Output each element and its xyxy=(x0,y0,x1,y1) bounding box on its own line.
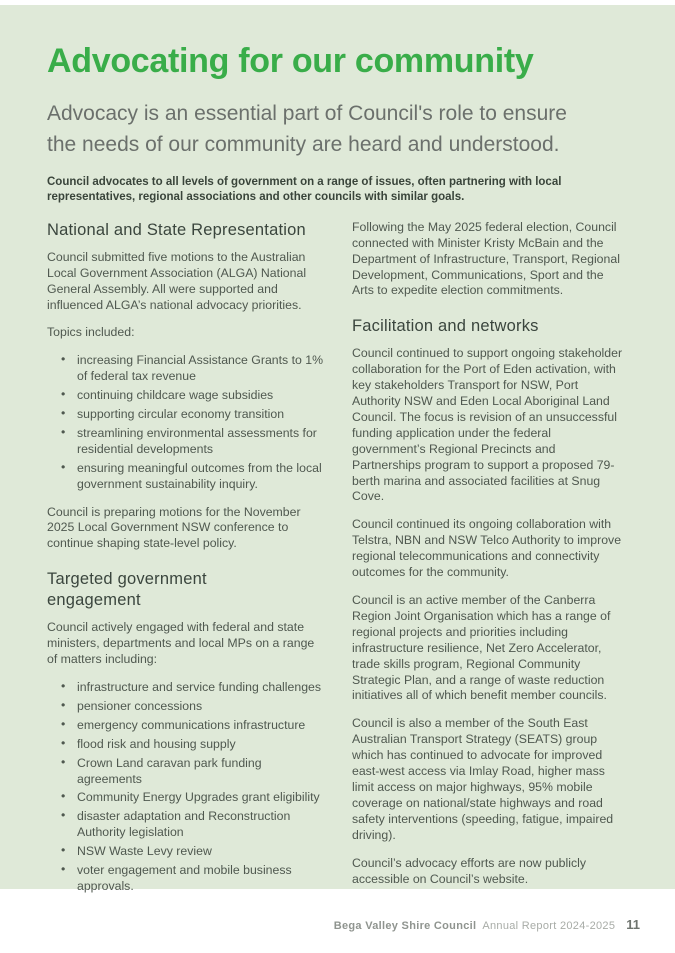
topics-list xyxy=(47,353,324,492)
bullet-item: • emergency communications infrastructure xyxy=(47,718,324,734)
two-column-layout xyxy=(47,220,623,907)
bullet-item: • disaster adaptation and Reconstruction Authority legislation xyxy=(47,809,324,841)
content-panel xyxy=(0,5,675,893)
paragraph: Council submitted five motions to the Australian Local Government Association (ALGA) National General Assembly. All were supported and influenced ALGA’s national advocacy priorities. xyxy=(47,249,307,312)
bullet-item: • Community Energy Upgrades grant eligibility xyxy=(47,790,324,806)
bullet-item: • flood risk and housing supply xyxy=(47,737,324,753)
section-heading-national-state: National and State Representation xyxy=(47,220,306,239)
right-column xyxy=(352,220,623,907)
subtitle-line-2: the needs of our community are heard and understood. xyxy=(47,132,560,156)
paragraph: Council’s advocacy efforts are now publicly accessible on Council’s website. xyxy=(352,855,586,886)
paragraph: Council is preparing motions for the November 2025 Local Government NSW conference to continue shaping state-level policy. xyxy=(47,504,301,551)
bullet-item: • Crown Land caravan park funding agreements xyxy=(47,756,324,788)
bullet-item: • voter engagement and mobile business approvals. xyxy=(47,863,324,895)
paragraph: Following the May 2025 federal election, Council connected with Minister Kristy McBain and the Department of Infrastructure, Transport, Regional Development, Communications, Sport and the Arts to expedite election commitments. xyxy=(352,219,620,298)
paragraph: Council continued its ongoing collaboration with Telstra, NBN and NSW Telco Authority to improve regional telecommunications and connectivity outcomes for the community. xyxy=(352,517,622,580)
left-column xyxy=(47,220,324,907)
footer-report-title: Annual Report 2024-2025 xyxy=(482,920,616,932)
paragraph: Council is an active member of the Canberra Region Joint Organisation which has a range of regional projects and priorities including infrastructure resilience, Net Zero Accelerator, trade skills program, Regional Community Strategic Plan, and a range of waste reduction initiatives all of which benefit member councils. xyxy=(352,593,611,703)
footer-page-number: 11 xyxy=(626,917,640,932)
engagement-list xyxy=(47,680,324,895)
page-footer xyxy=(334,917,640,932)
section-heading-facilitation-networks: Facilitation and networks xyxy=(352,317,539,336)
bullet-item: • streamlining environmental assessments for residential developments xyxy=(47,426,324,458)
page-subtitle xyxy=(47,98,623,160)
page-title: Advocating for our community xyxy=(47,42,534,80)
bullet-item: • supporting circular economy transition xyxy=(47,407,324,423)
bullet-item: • increasing Financial Assistance Grants to 1% of federal tax revenue xyxy=(47,353,324,385)
intro-paragraph: Council advocates to all levels of government on a range of issues, often partnering with local representatives, regional associations and other councils with similar goals. xyxy=(47,175,562,204)
bullet-item: • NSW Waste Levy review xyxy=(47,844,324,860)
bullet-item: • pensioner concessions xyxy=(47,699,324,715)
footer-council-name: Bega Valley Shire Council xyxy=(333,920,477,932)
paragraph: Topics included: xyxy=(47,325,135,340)
section-heading-targeted-engagement: Targeted government engagement xyxy=(47,570,207,610)
subtitle-line-1: Advocacy is an essential part of Council's role to ensure xyxy=(47,101,567,125)
paragraph: Council continued to support ongoing stakeholder collaboration for the Port of Eden activation, with key stakeholders Transport for NSW, Port Authority NSW and Eden Local Aboriginal Land Council. The focus is revision of an unsuccessful funding application under the federal government’s Regional Precincts and Partnerships program to support a proposed 79-berth marina and associated facilities at Snug Cove. xyxy=(352,346,623,504)
paragraph: Council actively engaged with federal and state ministers, departments and local MPs on a range of matters including: xyxy=(47,620,315,667)
paragraph: Council is also a member of the South East Australian Transport Strategy (SEATS) group which has continued to advocate for improved east-west access via Imlay Road, higher mass limit access on major highways, 95% mobile coverage on national/state highways and road safety interventions (speeding, fatigue, impaired driving). xyxy=(352,716,614,842)
bullet-item: • infrastructure and service funding challenges xyxy=(47,680,324,696)
bullet-item: • continuing childcare wage subsidies xyxy=(47,388,324,404)
bullet-item: • ensuring meaningful outcomes from the local government sustainability inquiry. xyxy=(47,461,324,493)
